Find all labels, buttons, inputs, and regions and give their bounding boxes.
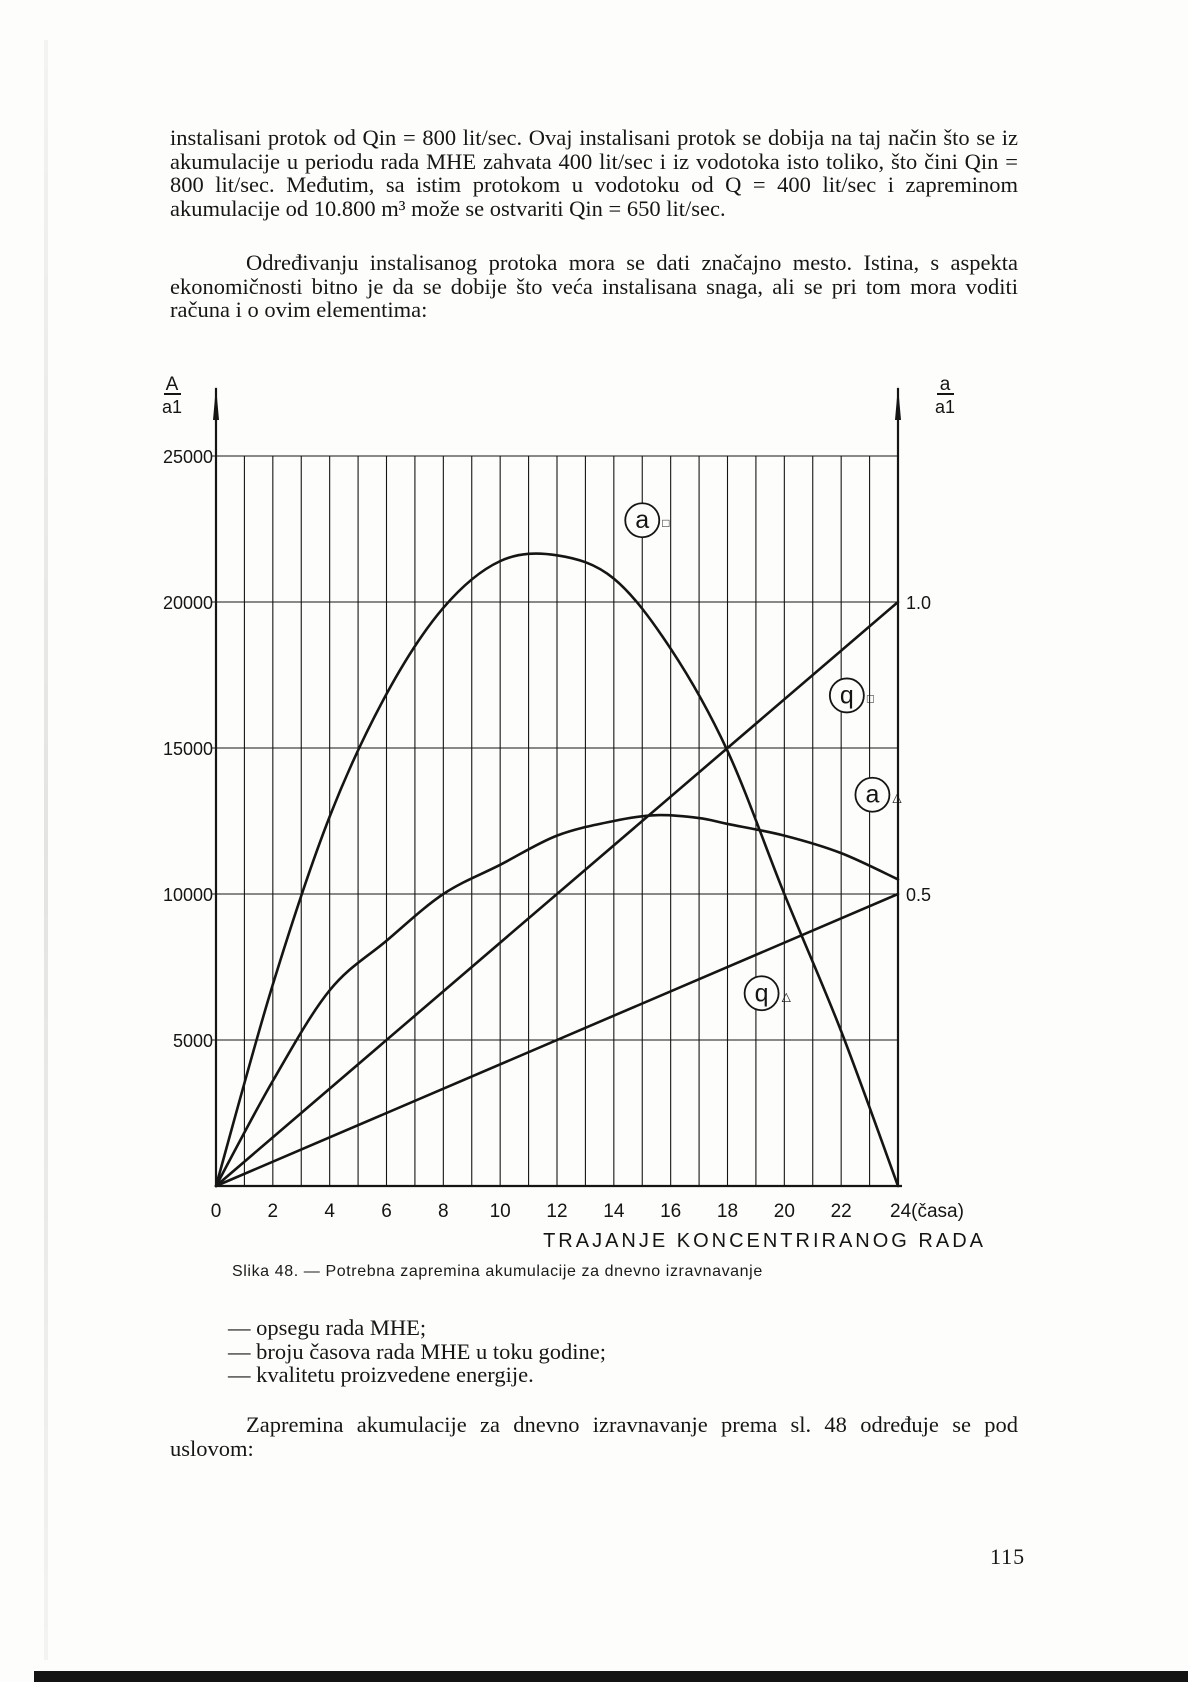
- y2-tick-label: 0.5: [906, 885, 932, 905]
- y-tick-label: 20000: [162, 593, 213, 613]
- bullet-list: [228, 1316, 606, 1387]
- x-tick-label: 20: [773, 1201, 795, 1222]
- x-tick-label: 6: [381, 1201, 392, 1222]
- left-axis-unit-num: A: [165, 374, 179, 395]
- left-axis-unit: [162, 374, 182, 417]
- x-tick-label: 12: [546, 1201, 568, 1222]
- chart-grid: [212, 456, 898, 1186]
- paragraph-2-text: Određivanju instalisanog protoka mora se dati značajno mesto. Istina, s aspekta ekonomičnosti bitno je da se dobije što veća instalisana snaga, ali se pri tom mora voditi računa i o ovim elementima:: [170, 250, 1018, 322]
- x-tick-label: 0: [210, 1201, 222, 1222]
- series-label-subscript: □: [662, 516, 670, 531]
- y-axis-left-arrow: [213, 386, 219, 420]
- y2-tick-label: 1.0: [906, 593, 932, 613]
- figure-caption: Slika 48. — Potrebna zapremina akumulacije za dnevno izravnavanje: [232, 1263, 763, 1280]
- series-label-text: a: [865, 780, 880, 809]
- y-axis-right-arrow: [895, 386, 901, 420]
- bullet-item: — kvalitetu proizvedene energije.: [228, 1362, 534, 1387]
- x-tick-label: 16: [660, 1201, 682, 1222]
- series-label-subscript: □: [866, 691, 875, 706]
- y-tick-label: 25000: [162, 447, 213, 467]
- x-tick-label: 18: [716, 1201, 739, 1222]
- y-tick-label: 15000: [162, 739, 213, 759]
- x-tick-label: 10: [489, 1201, 511, 1222]
- page-number: 115: [990, 1544, 1026, 1569]
- series-label-text: q: [839, 681, 854, 710]
- right-axis-unit-den: a1: [934, 397, 956, 417]
- x-tick-label: 14: [603, 1201, 625, 1222]
- y-tick-label: 10000: [162, 885, 213, 905]
- right-axis-unit-num: a: [939, 374, 951, 395]
- paragraph-3: [170, 1413, 1018, 1460]
- left-axis-unit-den: a1: [161, 397, 183, 417]
- bullet-item: — broju časova rada MHE u toku godine;: [228, 1338, 607, 1364]
- x-axis-title: TRAJANJE KONCENTRIRANOG RADA: [543, 1230, 986, 1252]
- x-tick-label: 24(časa): [890, 1201, 964, 1222]
- scan-bottom-bar: [34, 1671, 1188, 1682]
- x-tick-label: 2: [267, 1201, 279, 1222]
- series-label-subscript: △: [892, 790, 902, 805]
- bullet-item: — opsegu rada MHE;: [228, 1315, 427, 1340]
- y-tick-label: 5000: [172, 1031, 213, 1051]
- series-label-text: q: [754, 979, 769, 1008]
- x-tick-label: 4: [324, 1201, 335, 1222]
- right-axis-unit: [935, 374, 955, 417]
- x-tick-label: 8: [438, 1201, 449, 1222]
- series-label-subscript: △: [781, 989, 791, 1004]
- series-label-text: a: [635, 506, 650, 535]
- x-tick-label: 22: [830, 1201, 852, 1222]
- paragraph-3-text: Zapremina akumulacije za dnevno izravnavanje prema sl. 48 određuje se pod uslovom:: [170, 1412, 1018, 1461]
- chart-series-labels: [625, 503, 902, 1010]
- paragraph-1-text: instalisani protok od Qin = 800 lit/sec. Ovaj instalisani protok se dobija na taj način što se iz akumulacije u periodu rada MHE zahvata 400 lit/sec i iz vodotoka isto toliko, što čini Qin = 800 lit/sec. Međutim, sa istim protokom u vodotoku od Q = 400 lit/sec i zapreminom akumulacije od 10.800 m³ može se ostvariti Qin = 650 lit/sec.: [170, 125, 1018, 221]
